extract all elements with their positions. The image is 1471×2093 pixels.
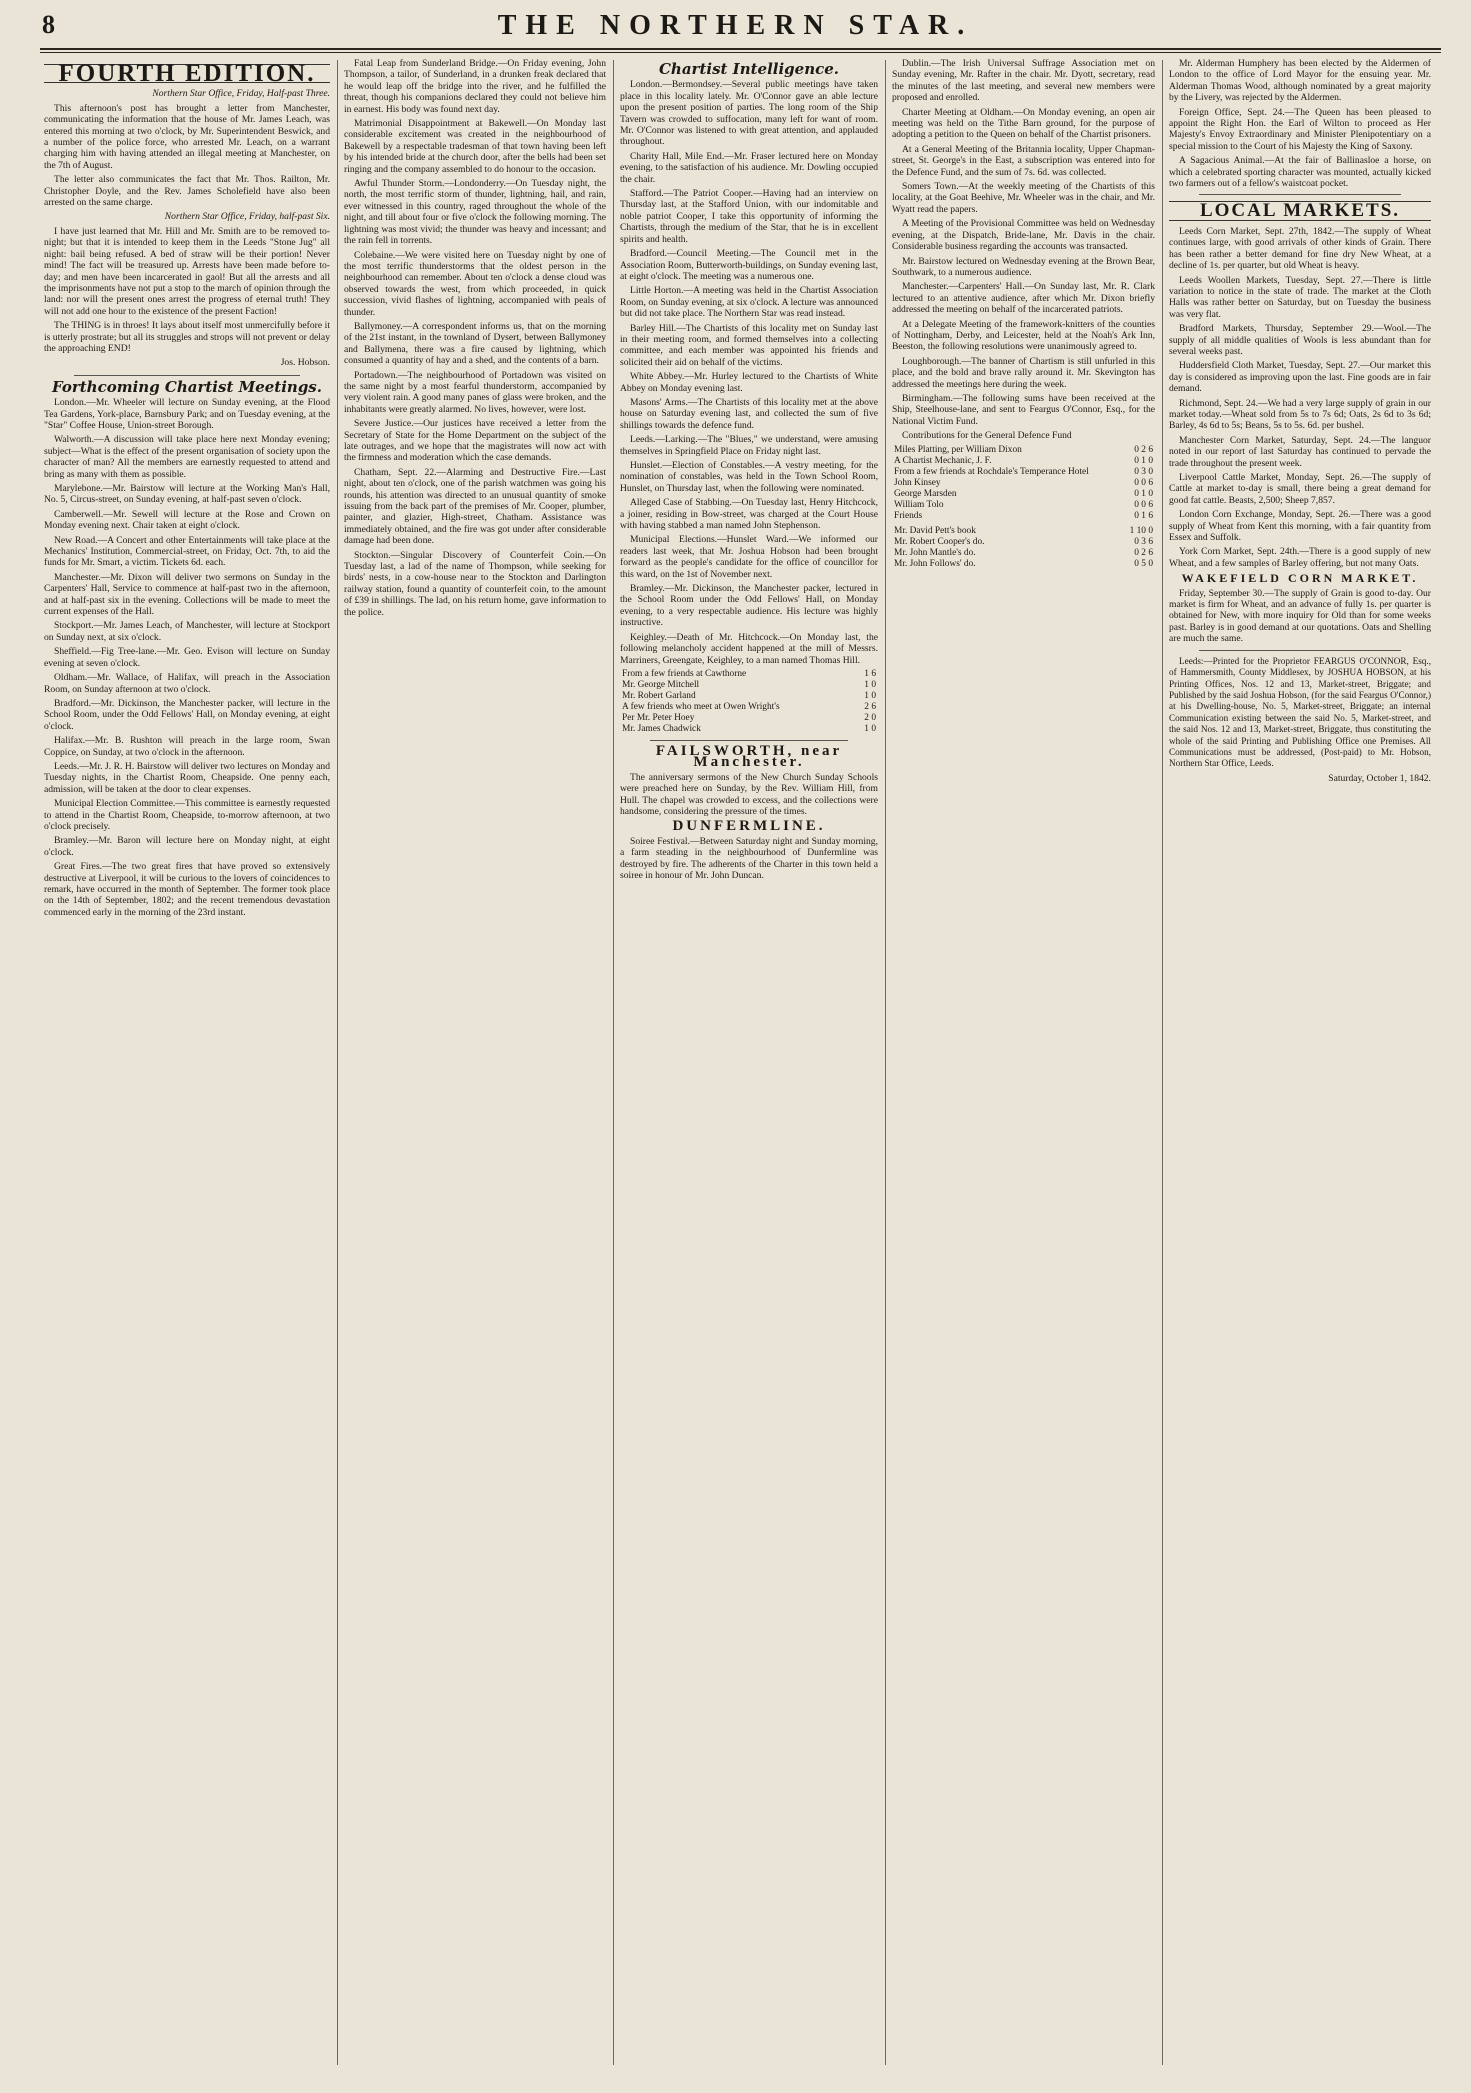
column-1 <box>44 58 330 2073</box>
article-paragraph: Somers Town.—At the weekly meeting of the Chartists of this locality, at the Goat Beehive, Mr. Wheeler was in the chair, and Mr. Wyatt read the papers. <box>892 181 1155 215</box>
subscription-amount: 1 0 <box>864 690 876 701</box>
article-paragraph: Awful Thunder Storm.—Londonderry.—On Tuesday night, the north, the most terrific storm of thunder, lightning, hail, and rain, ever witnessed in this country, raged throughout the whole of the night, and till about four or five o'clock the following morning. The lightning was most vivid; the thunder was heavy and incessant; and the rain fell in torrents. <box>344 178 606 247</box>
article-paragraph: Matrimonial Disappointment at Bakewell.—On Monday last considerable excitement was created in the neighbourhood of Bakewell by a respectable tradesman of that town having been left by his intended bride at the church door, after the bells had been set ringing and the company assembled to do honour to the occasion. <box>344 118 606 175</box>
chartist-reports <box>620 79 878 666</box>
article-paragraph: Loughborough.—The banner of Chartism is still unfurled in this place, and the bold and brave rally around it. Mr. Skevington has addressed the meetings here during the week. <box>892 355 1155 390</box>
subscription-label: Mr. David Pett's book <box>894 525 976 536</box>
table-heading: Contributions for the General Defence Fund <box>902 430 1072 442</box>
subscription-label: A Chartist Mechanic, J. F. <box>894 455 992 466</box>
article-paragraph: Stafford.—The Patriot Cooper.—Having had an interview on Thursday last, at the Stafford Union, with our indomitable and noble patriot Cooper, I take this opportunity of informing the Chartists, through the medium of the Star, that he is in excellent spirits and health. <box>620 188 878 245</box>
article-paragraph: Bramley.—Mr. Dickinson, the Manchester packer, lectured in the School Room under the Odd Fellows' Hall, on Monday evening, to a very respectable audience. His lecture was highly instructive. <box>620 583 878 629</box>
article-paragraph: Mr. Alderman Humphery has been elected by the Aldermen of London to the office of Lord Mayor for the ensuing year. Mr. Alderman Thomas Wood, although nominated by a great majority by the Livery, was rejected by the Aldermen. <box>1169 58 1431 104</box>
section-rule <box>74 375 300 376</box>
column-5 <box>1169 58 1431 2073</box>
article-paragraph: Bradford Markets, Thursday, September 29.—Wool.—The supply of all middle qualities of Wools is less abundant than for several weeks past. <box>1169 323 1431 357</box>
subscription-label: George Marsden <box>894 488 957 499</box>
subscription-label: Friends <box>894 510 923 521</box>
article-paragraph: Leeds Woollen Markets, Tuesday, Sept. 27.—There is little variation to notice in the state of trade. The market at the Cloth Halls was rather better on Saturday, but on Tuesday the business was very flat. <box>1169 274 1431 320</box>
article-paragraph: Barley Hill.—The Chartists of this locality met on Sunday last in their meeting room, and formed themselves into a collecting committee, and each member was appointed his friends and solicited their aid on behalf of the victims. <box>620 322 878 368</box>
article-paragraph: Oldham.—Mr. Wallace, of Halifax, will preach in the Association Room, on Sunday afternoon at two o'clock. <box>44 672 330 695</box>
subscription-amount: 0 1 0 <box>1134 455 1153 466</box>
subscription-label: From a few friends at Rochdale's Temperance Hotel <box>894 466 1089 477</box>
article-paragraph: Portadown.—The neighbourhood of Portadown was visited on the same night by a most fearful thunderstorm, accompanied by very violent rain. A good many panes of glass were broken, and the inhabitants were greatly alarmed. No lives, however, were lost. <box>344 369 606 415</box>
subscription-label: William Tolo <box>894 499 944 510</box>
article-paragraph: Birmingham.—The following sums have been received at the Ship, Steelhouse-lane, and sent to Feargus O'Connor, Esq., for the National Victim Fund. <box>892 392 1155 427</box>
article-paragraph: Alleged Case of Stabbing.—On Tuesday last, Henry Hitchcock, a joiner, residing in Bow-street, was charged at the Court House with having stabbed a man named John Stephenson. <box>620 497 878 532</box>
markets-heading: LOCAL MARKETS. <box>1169 201 1431 220</box>
subscription-amount: 0 2 6 <box>1134 547 1153 558</box>
subscription-amount: 1 6 <box>864 668 876 679</box>
article-paragraph: Dublin.—The Irish Universal Suffrage Association met on Sunday evening, Mr. Rafter in the chair. Mr. Dyott, secretary, read the minutes of the last meeting, and several new members were proposed and enrolled. <box>892 58 1155 104</box>
article-paragraph: Richmond, Sept. 24.—We had a very large supply of grain in our market today.—Wheat sold from 5s to 7s 6d; Oats, 2s 6d to 3s 6d; Barley, 4s 6d to 5s; Beans, 5s to 5s. 6d. per bushel. <box>1169 397 1431 432</box>
subscription-row <box>892 445 1155 456</box>
news-items <box>344 58 606 618</box>
article-paragraph: White Abbey.—Mr. Hurley lectured to the Chartists of White Abbey on Monday evening last. <box>620 371 878 394</box>
article-paragraph: Leeds.—Larking.—The "Blues," we understand, were amusing themselves in Springfield Place on Friday night last. <box>620 434 878 457</box>
article-paragraph: London.—Mr. Wheeler will lecture on Sunday evening, at the Flood Tea Gardens, York-place, Barnsbury Park; and on Tuesday evening, at the "Star" Coffee House, Union-street Borough. <box>44 397 330 431</box>
page-number: 8 <box>42 10 55 39</box>
subscription-row <box>892 467 1155 478</box>
article-paragraph: Marylebone.—Mr. Bairstow will lecture at the Working Man's Hall, No. 5, Circus-street, on Sunday evening, at half-past seven o'clock. <box>44 483 330 506</box>
article-paragraph: Stockton.—Singular Discovery of Counterfeit Coin.—On Tuesday last, a lad of the name of Thompson, while seeking for birds' nests, in a cow-house near to the Stockton and Darlington railway station, found a quantity of counterfeit coin, to the amount of £39 in shillings. The lad, on his return home, gave information to the police. <box>344 549 606 618</box>
subscription-row <box>892 526 1155 537</box>
article-paragraph: The letter also communicates the fact that Mr. Thos. Railton, Mr. Christopher Doyle, and the Rev. James Scholefield have also been arrested on the same charge. <box>44 174 330 209</box>
newspaper-title: THE NORTHERN STAR. <box>497 10 974 41</box>
news-items <box>1169 58 1431 189</box>
subscription-row <box>892 537 1155 548</box>
article-paragraph: The anniversary sermons of the New Church Sunday Schools were preached here on Sunday, by the Rev. William Hill, from Hull. The chapel was crowded to excess, and the collections were handsome, considering the pressure of the times. <box>620 771 878 817</box>
subscription-row <box>620 702 878 713</box>
dateline: Northern Star Office, Friday, half-past Six. <box>164 211 330 223</box>
article-paragraph: Leeds.—Mr. J. R. H. Bairstow will deliver two lectures on Monday and Tuesday nights, in the Chartist Room, Cheapside. One penny each, admission, will be taken at the door to clear expenses. <box>44 760 330 795</box>
market-reports <box>1169 226 1431 569</box>
article-paragraph: Little Horton.—A meeting was held in the Chartist Association Room, on Sunday evening, at six o'clock. A lecture was announced but did not take place. The Northern Star was read instead. <box>620 285 878 320</box>
article-paragraph: Sheffield.—Fig Tree-lane.—Mr. Geo. Evison will lecture on Sunday evening at seven o'clock. <box>44 646 330 669</box>
subscription-label: From a few friends at Cawthorne <box>622 668 747 679</box>
article-paragraph: Municipal Election Committee.—This committee is earnestly requested to attend in the Chartist Room, Cheapside, to-morrow afternoon, at two o'clock precisely. <box>44 798 330 832</box>
article-paragraph: Severe Justice.—Our justices have received a letter from the Secretary of State for the Home Department on the subject of the late outrages, and we hope that the magistrates will now act with the firmness and moderation which the case demands. <box>344 418 606 464</box>
subscription-amount: 0 5 0 <box>1134 558 1153 569</box>
defence-fund-table <box>892 445 1155 522</box>
column-divider <box>1162 60 1163 2065</box>
section-rule <box>650 740 848 741</box>
column-divider <box>885 60 886 2065</box>
subscription-table <box>620 669 878 735</box>
subscription-amount: 0 1 6 <box>1134 510 1153 521</box>
subscription-label: Mr. Robert Cooper's do. <box>894 536 985 547</box>
article-paragraph: Fatal Leap from Sunderland Bridge.—On Friday evening, John Thompson, a tailor, of Sunderland, in a drunken freak declared that he would leap off the bridge into the river, and he fulfilled the threat, though his companions declared they could not believe him in earnest. His body was found next day. <box>344 58 606 115</box>
subscription-label: Mr. John Mantle's do. <box>894 547 976 558</box>
article-paragraph: A Sagacious Animal.—At the fair of Ballinasloe a horse, on which a celebrated sporting character was mounted, actually kicked two farmers out of a fellow's waistcoat pocket. <box>1169 155 1431 190</box>
section-heading: Chartist Intelligence. <box>658 60 839 78</box>
article-paragraph: Mr. Bairstow lectured on Wednesday evening at the Brown Bear, Southwark, to a numerous audience. <box>892 255 1155 278</box>
article-paragraph: Friday, September 30.—The supply of Grain is good to-day. Our market is firm for Wheat, and an advance of fully 1s. per quarter is obtained for New, with more inquiry for Old than for some weeks past. Barley is in good demand at our quotations. Oats and Shelling are much the same. <box>1169 587 1431 645</box>
masthead-rule-thin <box>40 52 1441 53</box>
chartist-reports <box>892 58 1155 427</box>
article-paragraph: I have just learned that Mr. Hill and Mr. Smith are to be removed to-night; but that it is intended to keep them in the Leeds "Stone Jug" all night: bail being refused. A bed of straw will be their portion! Never mind! The fact will be treasured up. Arrests have been made before to-day; and men have been incarcerated in gaol! But all the arrests and all the imprisonments have not put a stop to the march of opinion through the land: nor will the present ones arrest the progress of eternal truth! They will not add one hour to the existence of the present Faction! <box>44 225 330 317</box>
column-4 <box>892 58 1155 2073</box>
subscription-amount: 0 0 6 <box>1134 477 1153 488</box>
article-paragraph: At a General Meeting of the Britannia locality, Upper Chapman-street, St. George's in the East, a subscription was entered into for the Defence Fund, and the sum of 7s. 6d. was collected. <box>892 143 1155 178</box>
article-paragraph: Leeds Corn Market, Sept. 27th, 1842.—The supply of Wheat continues large, with good arrivals of other kinds of Grain. There has been rather a better demand for fine dry New Wheat, at a decline of 1s. per quarter, but old Wheat is heavy. <box>1169 225 1431 272</box>
article-paragraph: Huddersfield Cloth Market, Tuesday, Sept. 27.—Our market this day is considered as improving upon the last. Fine goods are in fair demand. <box>1169 360 1431 395</box>
article-paragraph: Charity Hall, Mile End.—Mr. Fraser lectured here on Monday evening, to the satisfaction of his audience. Mr. Dowling occupied the chair. <box>620 150 878 185</box>
section-rule <box>1199 650 1401 651</box>
section-rule <box>1199 194 1401 195</box>
article-paragraph: Walworth.—A discussion will take place here next Monday evening; subject—What is the effect of the present organisation of society upon the character of man? All the members are earnestly requested to attend and bring as many with them as possible. <box>44 434 330 480</box>
subscription-amount: 2 0 <box>864 712 876 723</box>
subscription-amount: 0 3 6 <box>1134 536 1153 547</box>
subscription-amount: 0 0 6 <box>1134 499 1153 510</box>
article-paragraph: Manchester Corn Market, Saturday, Sept. 24.—The languor noted in our report of last Saturday has continued to pervade the trade throughout the present week. <box>1169 434 1431 469</box>
subscription-label: Mr. John Follows' do. <box>894 558 976 569</box>
subscription-amount: 1 0 <box>864 679 876 690</box>
column-3 <box>620 58 878 2073</box>
article-paragraph: A Meeting of the Provisional Committee was held on Wednesday evening, at the Dispatch, Bride-lane, Mr. Davis in the chair. Considerable business regarding the accounts was transacted. <box>892 218 1155 253</box>
printer-imprint: Leeds:—Printed for the Proprietor FEARGUS O'CONNOR, Esq., of Hammersmith, County Middlesex, by JOSHUA HOBSON, at his Printing Offices, Nos. 12 and 13, Market-street, Briggate; and Published by the said Joshua Hobson, (for the said Feargus O'Connor,) at his Dwelling-house, No. 5, Market-street, Briggate; an internal Communication existing between the said No. 5, Market-street, and the said Nos. 12 and 13, Market-street, Briggate, thus constituting the whole of the said Printing and Publishing Office one Premises. All Communications must be addressed, (Post-paid) to Mr. Hobson, Northern Star Office, Leeds. <box>1169 655 1431 769</box>
subscription-label: Per Mr. Peter Hoey <box>622 712 695 723</box>
article-paragraph: Manchester.—Carpenters' Hall.—On Sunday last, Mr. R. Clark lectured to an attentive audience, after which Mr. Dixon briefly addressed the meeting on behalf of the incarcerated patriots. <box>892 281 1155 316</box>
subscription-amount: 0 1 0 <box>1134 488 1153 499</box>
place-heading: DUNFERMLINE. <box>672 818 826 835</box>
subscription-label: Mr. Robert Garland <box>622 690 696 701</box>
subscription-amount: 2 6 <box>864 701 876 712</box>
article-paragraph: Charter Meeting at Oldham.—On Monday evening, an open air meeting was held on the Tithe Barn ground, for the purpose of adopting a petition to the Queen on behalf of the Chartist prisoners. <box>892 106 1155 141</box>
article-paragraph: Manchester.—Mr. Dixon will deliver two sermons on Sunday in the Carpenters' Hall, Service to commence at half-past two in the afternoon, and at half-past six in the evening. Collections will be made to meet the current expenses of the Hall. <box>44 571 330 618</box>
article-paragraph: Chatham, Sept. 22.—Alarming and Destructive Fire.—Last night, about ten o'clock, one of the parish watchmen was going his rounds, his attention was directed to an unusual quantity of smoke issuing from the back part of the premises of Mr. Cooper, plumber, painter, and glazier, High-street, Chatham. Assistance was immediately obtained, and the fire was got under after considerable damage had been done. <box>344 466 606 547</box>
article-paragraph: London Corn Exchange, Monday, Sept. 26.—There was a good supply of Wheat from Kent this morning, with a fair quantity from Essex and Suffolk. <box>1169 509 1431 544</box>
subscription-amount: 0 2 6 <box>1134 444 1153 455</box>
masthead-rule <box>40 48 1441 50</box>
article-paragraph: Bradford.—Mr. Dickinson, the Manchester packer, will lecture in the School Room, under the Odd Fellows' Hall, on Monday evening, at eight o'clock. <box>44 697 330 732</box>
place-heading: FAILSWORTH, near Manchester. <box>655 742 843 771</box>
subscription-row <box>892 500 1155 511</box>
article-paragraph: Municipal Elections.—Hunslet Ward.—We informed our readers last week, that Mr. Joshua Hobson had been brought forward as the people's candidate for the office of councillor for this ward, on the 1st of November next. <box>620 534 878 580</box>
article-paragraph: Colebaine.—We were visited here on Tuesday night by one of the most terrific thunderstorms that the oldest person in the neighbourhood can remember. About ten o'clock a dense cloud was observed towards the west, from which proceeded, in quick succession, vivid flashes of lightning, accompanied with peals of thunder. <box>344 249 606 318</box>
section-heading: Forthcoming Chartist Meetings. <box>52 377 322 396</box>
wakefield-heading: WAKEFIELD CORN MARKET. <box>1181 571 1419 586</box>
issue-date: Saturday, October 1, 1842. <box>1328 772 1431 784</box>
article-paragraph: Great Fires.—The two great fires that have proved so extensively destructive at Liverpool, it will be curious to the lovers of coincidences to remark, have occurred in the month of September. The former took place on the 14th of September, 1802; and the recent tremendous devastation commenced early in the morning of the 23rd instant. <box>44 861 330 918</box>
signature: Jos. Hobson. <box>280 357 330 369</box>
article-paragraph: Hunslet.—Election of Constables.—A vestry meeting, for the nomination of constables, was held in the Town School Room, Hunslet, on Thursday last, when the following were nominated. <box>620 460 878 494</box>
article-paragraph: New Road.—A Concert and other Entertainments will take place at the Mechanics' Institution, Commercial-street, on Friday, Oct. 7th, to aid the funds for Mr. Smart, a victim. Tickets 6d. each. <box>44 534 330 569</box>
article-paragraph: Liverpool Cattle Market, Monday, Sept. 26.—The supply of Cattle at market to-day is small, there being a great demand for good fat cattle. Beasts, 2,500; Sheep 7,857. <box>1169 472 1431 506</box>
subscription-row <box>620 713 878 724</box>
article-paragraph: The THING is in throes! It lays about itself most unmercifully before it is utterly prostrate; but all its struggles and strops will not prevent or delay the approaching END! <box>44 320 330 354</box>
subscription-row <box>892 511 1155 522</box>
article-paragraph: Bramley.—Mr. Baron will lecture here on Monday night, at eight o'clock. <box>44 835 330 858</box>
article-paragraph: At a Delegate Meeting of the framework-knitters of the counties of Nottingham, Derby, and Leicester, held at the Noah's Ark Inn, Beeston, the following resolutions were unanimously agreed to. <box>892 318 1155 353</box>
subscription-row <box>620 669 878 680</box>
article-paragraph: Halifax.—Mr. B. Rushton will preach in the large room, Swan Coppice, on Sunday, at two o'clock in the afternoon. <box>44 735 330 758</box>
subscription-row <box>892 456 1155 467</box>
article-paragraph: York Corn Market, Sept. 24th.—There is a good supply of new Wheat, and a few samples of Barley offering, but not many Oats. <box>1169 546 1431 569</box>
subscription-row <box>892 559 1155 570</box>
dateline: Northern Star Office, Friday, Half-past Three. <box>152 88 330 100</box>
masthead <box>0 0 1471 58</box>
meetings-list <box>44 397 330 858</box>
article-paragraph: Stockport.—Mr. James Leach, of Manchester, will lecture at Stockport on Sunday next, at six o'clock. <box>44 620 330 643</box>
article-paragraph: Masons' Arms.—The Chartists of this locality met at the above house on Saturday evening last, and collected the sum of five shillings towards the defence fund. <box>620 396 878 431</box>
subscription-amount: 1 10 0 <box>1129 525 1153 536</box>
column-divider <box>613 60 614 2065</box>
subscription-label: John Kinsey <box>894 477 941 488</box>
subscription-row <box>892 478 1155 489</box>
subscription-amount: 1 0 <box>864 723 876 734</box>
column-2 <box>344 58 606 2073</box>
subscription-row <box>892 489 1155 500</box>
article-paragraph: Foreign Office, Sept. 24.—The Queen has been pleased to appoint the Right Hon. the Earl of Wilton to proceed as Her Majesty's Envoy Extraordinary and Minister Plenipotentiary on a special mission to the Court of his Majesty the King of Saxony. <box>1169 106 1431 152</box>
article-paragraph: Soiree Festival.—Between Saturday night and Sunday morning, a farm steading in the neighbourhood of Dunfermline was destroyed by fire. The adherents of the Charter in this town held a soiree in honour of Mr. John Duncan. <box>620 835 878 881</box>
subscription-label: Mr. James Chadwick <box>622 723 701 734</box>
subscription-row <box>620 691 878 702</box>
subscription-label: Miles Platting, per William Dixon <box>894 444 1022 455</box>
victim-fund-table <box>892 526 1155 570</box>
subscription-label: A few friends who meet at Owen Wright's <box>622 701 780 712</box>
article-paragraph: Camberwell.—Mr. Sewell will lecture at the Rose and Crown on Monday evening next. Chair taken at eight o'clock. <box>44 508 330 532</box>
subscription-row <box>892 548 1155 559</box>
article-paragraph: London.—Bermondsey.—Several public meetings have taken place in this locality lately. Mr. O'Connor gave an able lecture upon the present position of parties. The long room of the Ship Tavern was crowded to suffocation, many left for want of room. Mr. O'Connor was listened to with great attention, and applauded throughout. <box>620 79 878 148</box>
edition-heading: FOURTH EDITION. <box>44 64 330 83</box>
subscription-row <box>620 680 878 691</box>
subscription-row <box>620 724 878 735</box>
subscription-label: Mr. George Mitchell <box>622 679 700 690</box>
subscription-amount: 0 3 0 <box>1134 466 1153 477</box>
column-divider <box>337 60 338 2065</box>
article-paragraph: This afternoon's post has brought a letter from Manchester, communicating the information that the house of Mr. James Leach, was entered this morning at two o'clock, by Mr. Superintendent Beswick, and a number of the police force, who arrested Mr. Leach, on a warrant charging him with having attended an illegal meeting at Manchester, on the 7th of August. <box>44 102 330 171</box>
article-paragraph: Keighley.—Death of Mr. Hitchcock.—On Monday last, the following melancholy accident happened at the mill of Messrs. Marriners, Greengate, Keighley, to a man named Thomas Hill. <box>620 631 878 666</box>
article-paragraph: Ballymoney.—A correspondent informs us, that on the morning of the 21st instant, in the townland of Dysert, between Ballymoney and Ballymena, there was a fire caused by lightning, which consumed a quantity of hay and a shed, and the contents of a barn. <box>344 320 606 367</box>
article-paragraph: Bradford.—Council Meeting.—The Council met in the Association Room, Butterworth-buildings, on Sunday evening last, at eight o'clock. The meeting was a numerous one. <box>620 248 878 282</box>
